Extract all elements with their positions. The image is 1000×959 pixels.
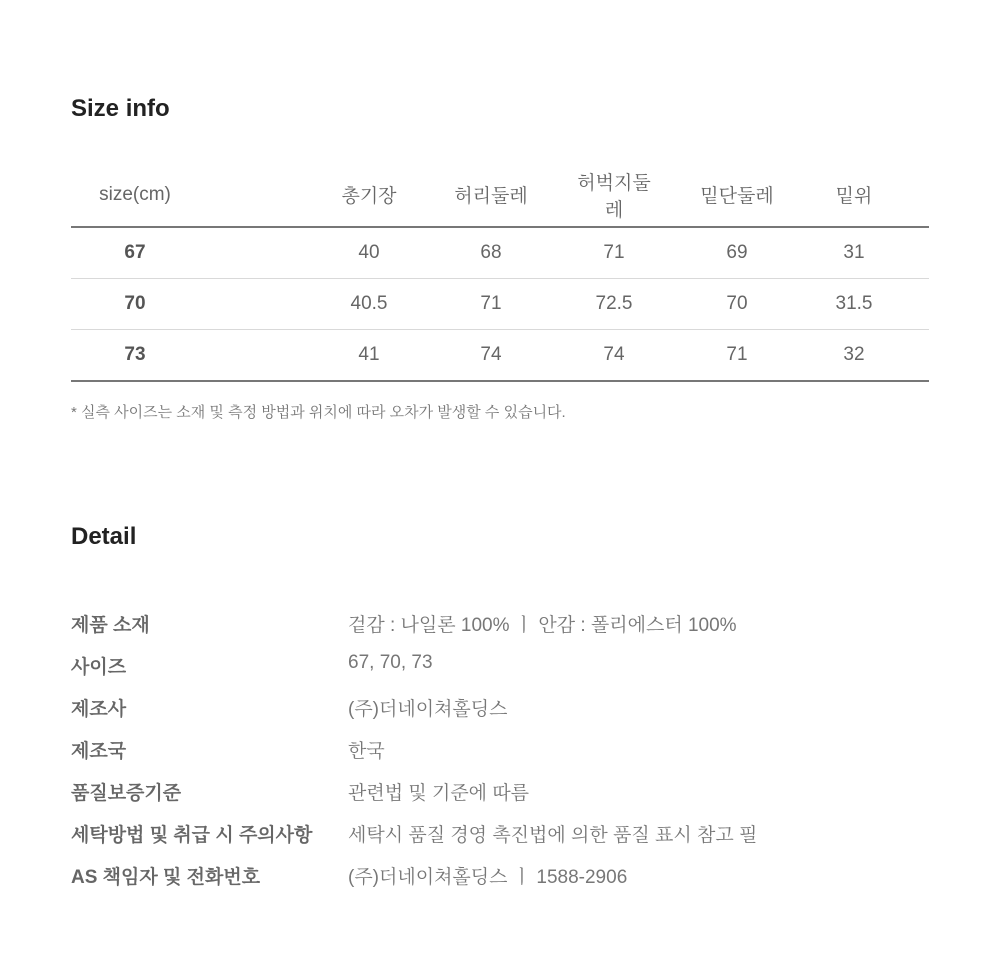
detail-value-as-contact: (주)더네이쳐홀딩스 ㅣ 1588-2906: [348, 867, 628, 888]
header-thigh: 허벅지둘레: [577, 172, 651, 221]
total-length-cell: 40: [358, 242, 380, 263]
waist-cell: 74: [480, 344, 502, 365]
detail-title: Detail: [71, 523, 137, 550]
list-item: [71, 736, 929, 778]
hem-cell: 69: [726, 242, 748, 263]
detail-value-manufacturer: (주)더네이쳐홀딩스: [348, 699, 508, 720]
list-item: [71, 652, 929, 694]
detail-value-care: 세탁시 품질 경영 촉진법에 의한 품질 표시 참고 필: [348, 825, 758, 846]
waist-cell: 68: [480, 242, 502, 263]
list-item: [71, 862, 929, 904]
total-length-cell: 40.5: [350, 293, 388, 314]
table-row: [71, 279, 929, 330]
detail-label-as-contact: AS 책임자 및 전화번호: [71, 867, 261, 888]
list-item: [71, 778, 929, 820]
size-cell: 67: [124, 242, 146, 263]
hem-cell: 70: [726, 293, 748, 314]
detail-value-country: 한국: [348, 741, 385, 762]
detail-value-size: 67, 70, 73: [348, 652, 433, 673]
size-info-title: Size info: [71, 95, 170, 122]
header-size: size(cm): [99, 183, 171, 205]
thigh-cell: 72.5: [595, 293, 633, 314]
size-table: [71, 163, 929, 382]
list-item: [71, 694, 929, 736]
detail-label-material: 제품 소재: [71, 615, 150, 636]
list-item: [71, 610, 929, 652]
thigh-cell: 74: [603, 344, 625, 365]
header-waist: 허리둘레: [454, 186, 528, 207]
size-cell: 73: [124, 344, 146, 365]
detail-label-warranty: 품질보증기준: [71, 783, 182, 804]
detail-value-material: 겉감 : 나일론 100% ㅣ 안감 : 폴리에스터 100%: [348, 615, 737, 636]
rise-cell: 32: [843, 344, 865, 365]
header-hem: 밑단둘레: [700, 186, 774, 207]
waist-cell: 71: [480, 293, 502, 314]
table-row: [71, 330, 929, 382]
thigh-cell: 71: [603, 242, 625, 263]
table-row: [71, 228, 929, 279]
header-total-length: 총기장: [341, 186, 397, 207]
header-rise: 밑위: [835, 186, 873, 207]
detail-label-manufacturer: 제조사: [71, 699, 127, 720]
detail-value-warranty: 관련법 및 기준에 따름: [348, 783, 530, 804]
rise-cell: 31: [843, 242, 865, 263]
size-note: * 실측 사이즈는 소재 및 측정 방법과 위치에 따라 오차가 발생할 수 있습니다.: [71, 404, 566, 421]
detail-label-care: 세탁방법 및 취급 시 주의사항: [71, 825, 313, 846]
detail-list: [71, 610, 929, 904]
total-length-cell: 41: [358, 344, 380, 365]
hem-cell: 71: [726, 344, 748, 365]
rise-cell: 31.5: [835, 293, 873, 314]
detail-label-size: 사이즈: [71, 657, 127, 678]
size-cell: 70: [124, 293, 146, 314]
detail-label-country: 제조국: [71, 741, 127, 762]
list-item: [71, 820, 929, 862]
size-table-header: [71, 163, 929, 228]
